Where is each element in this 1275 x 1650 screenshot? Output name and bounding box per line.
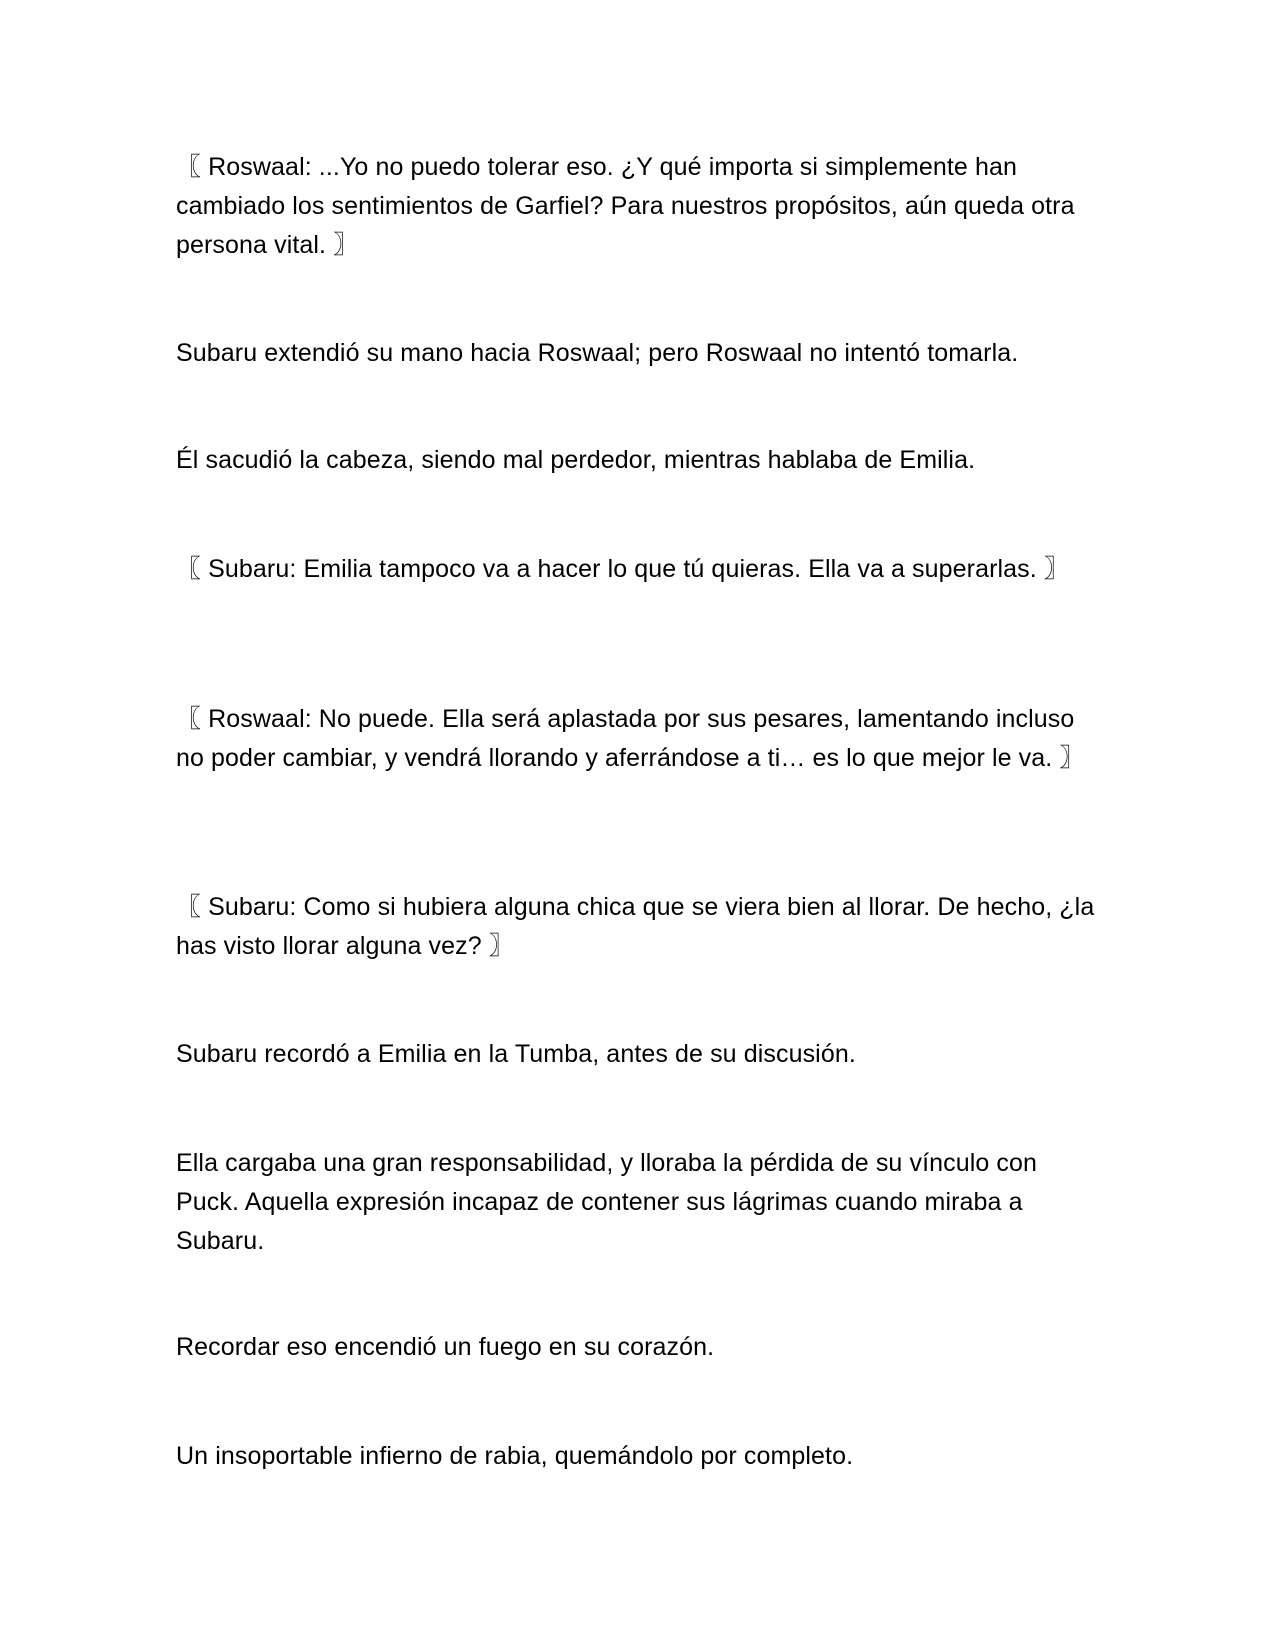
paragraph-narration-5: Recordar eso encendió un fuego en su corazón.: [176, 1333, 715, 1361]
paragraph-narration-6: Un insoportable infierno de rabia, quemándolo por completo.: [176, 1442, 854, 1470]
paragraph-subaru-dialogue-1: 〖 Subaru: Emilia tampoco va a hacer lo que tú quieras. Ella va a superarlas. 〗: [176, 555, 1069, 583]
paragraph-narration-2: Él sacudió la cabeza, siendo mal perdedor, mientras hablaba de Emilia.: [176, 446, 976, 474]
paragraph-narration-4: Ella cargaba una gran responsabilidad, y lloraba la pérdida de su vínculo con Puck. Aquella expresión incapaz de contener sus lágrimas cuando miraba a Subaru.: [176, 1149, 1038, 1255]
paragraph-roswaal-dialogue-1: 〖 Roswaal: ...Yo no puedo tolerar eso. ¿Y qué importa si simplemente han cambiado los sentimientos de Garfiel? Para nuestros propósitos, aún queda otra persona vital. 〗: [176, 153, 1075, 259]
paragraph-narration-3: Subaru recordó a Emilia en la Tumba, antes de su discusión.: [176, 1040, 856, 1068]
paragraph-roswaal-dialogue-2: 〖 Roswaal: No puede. Ella será aplastada por sus pesares, lamentando incluso no poder cambiar, y vendrá llorando y aferrándose a ti… es lo que mejor le va. 〗: [176, 705, 1085, 772]
paragraph-narration-1: Subaru extendió su mano hacia Roswaal; pero Roswaal no intentó tomarla.: [176, 339, 1019, 367]
paragraph-subaru-dialogue-2: 〖 Subaru: Como si hubiera alguna chica que se viera bien al llorar. De hecho, ¿la has visto llorar alguna vez? 〗: [176, 893, 1095, 960]
